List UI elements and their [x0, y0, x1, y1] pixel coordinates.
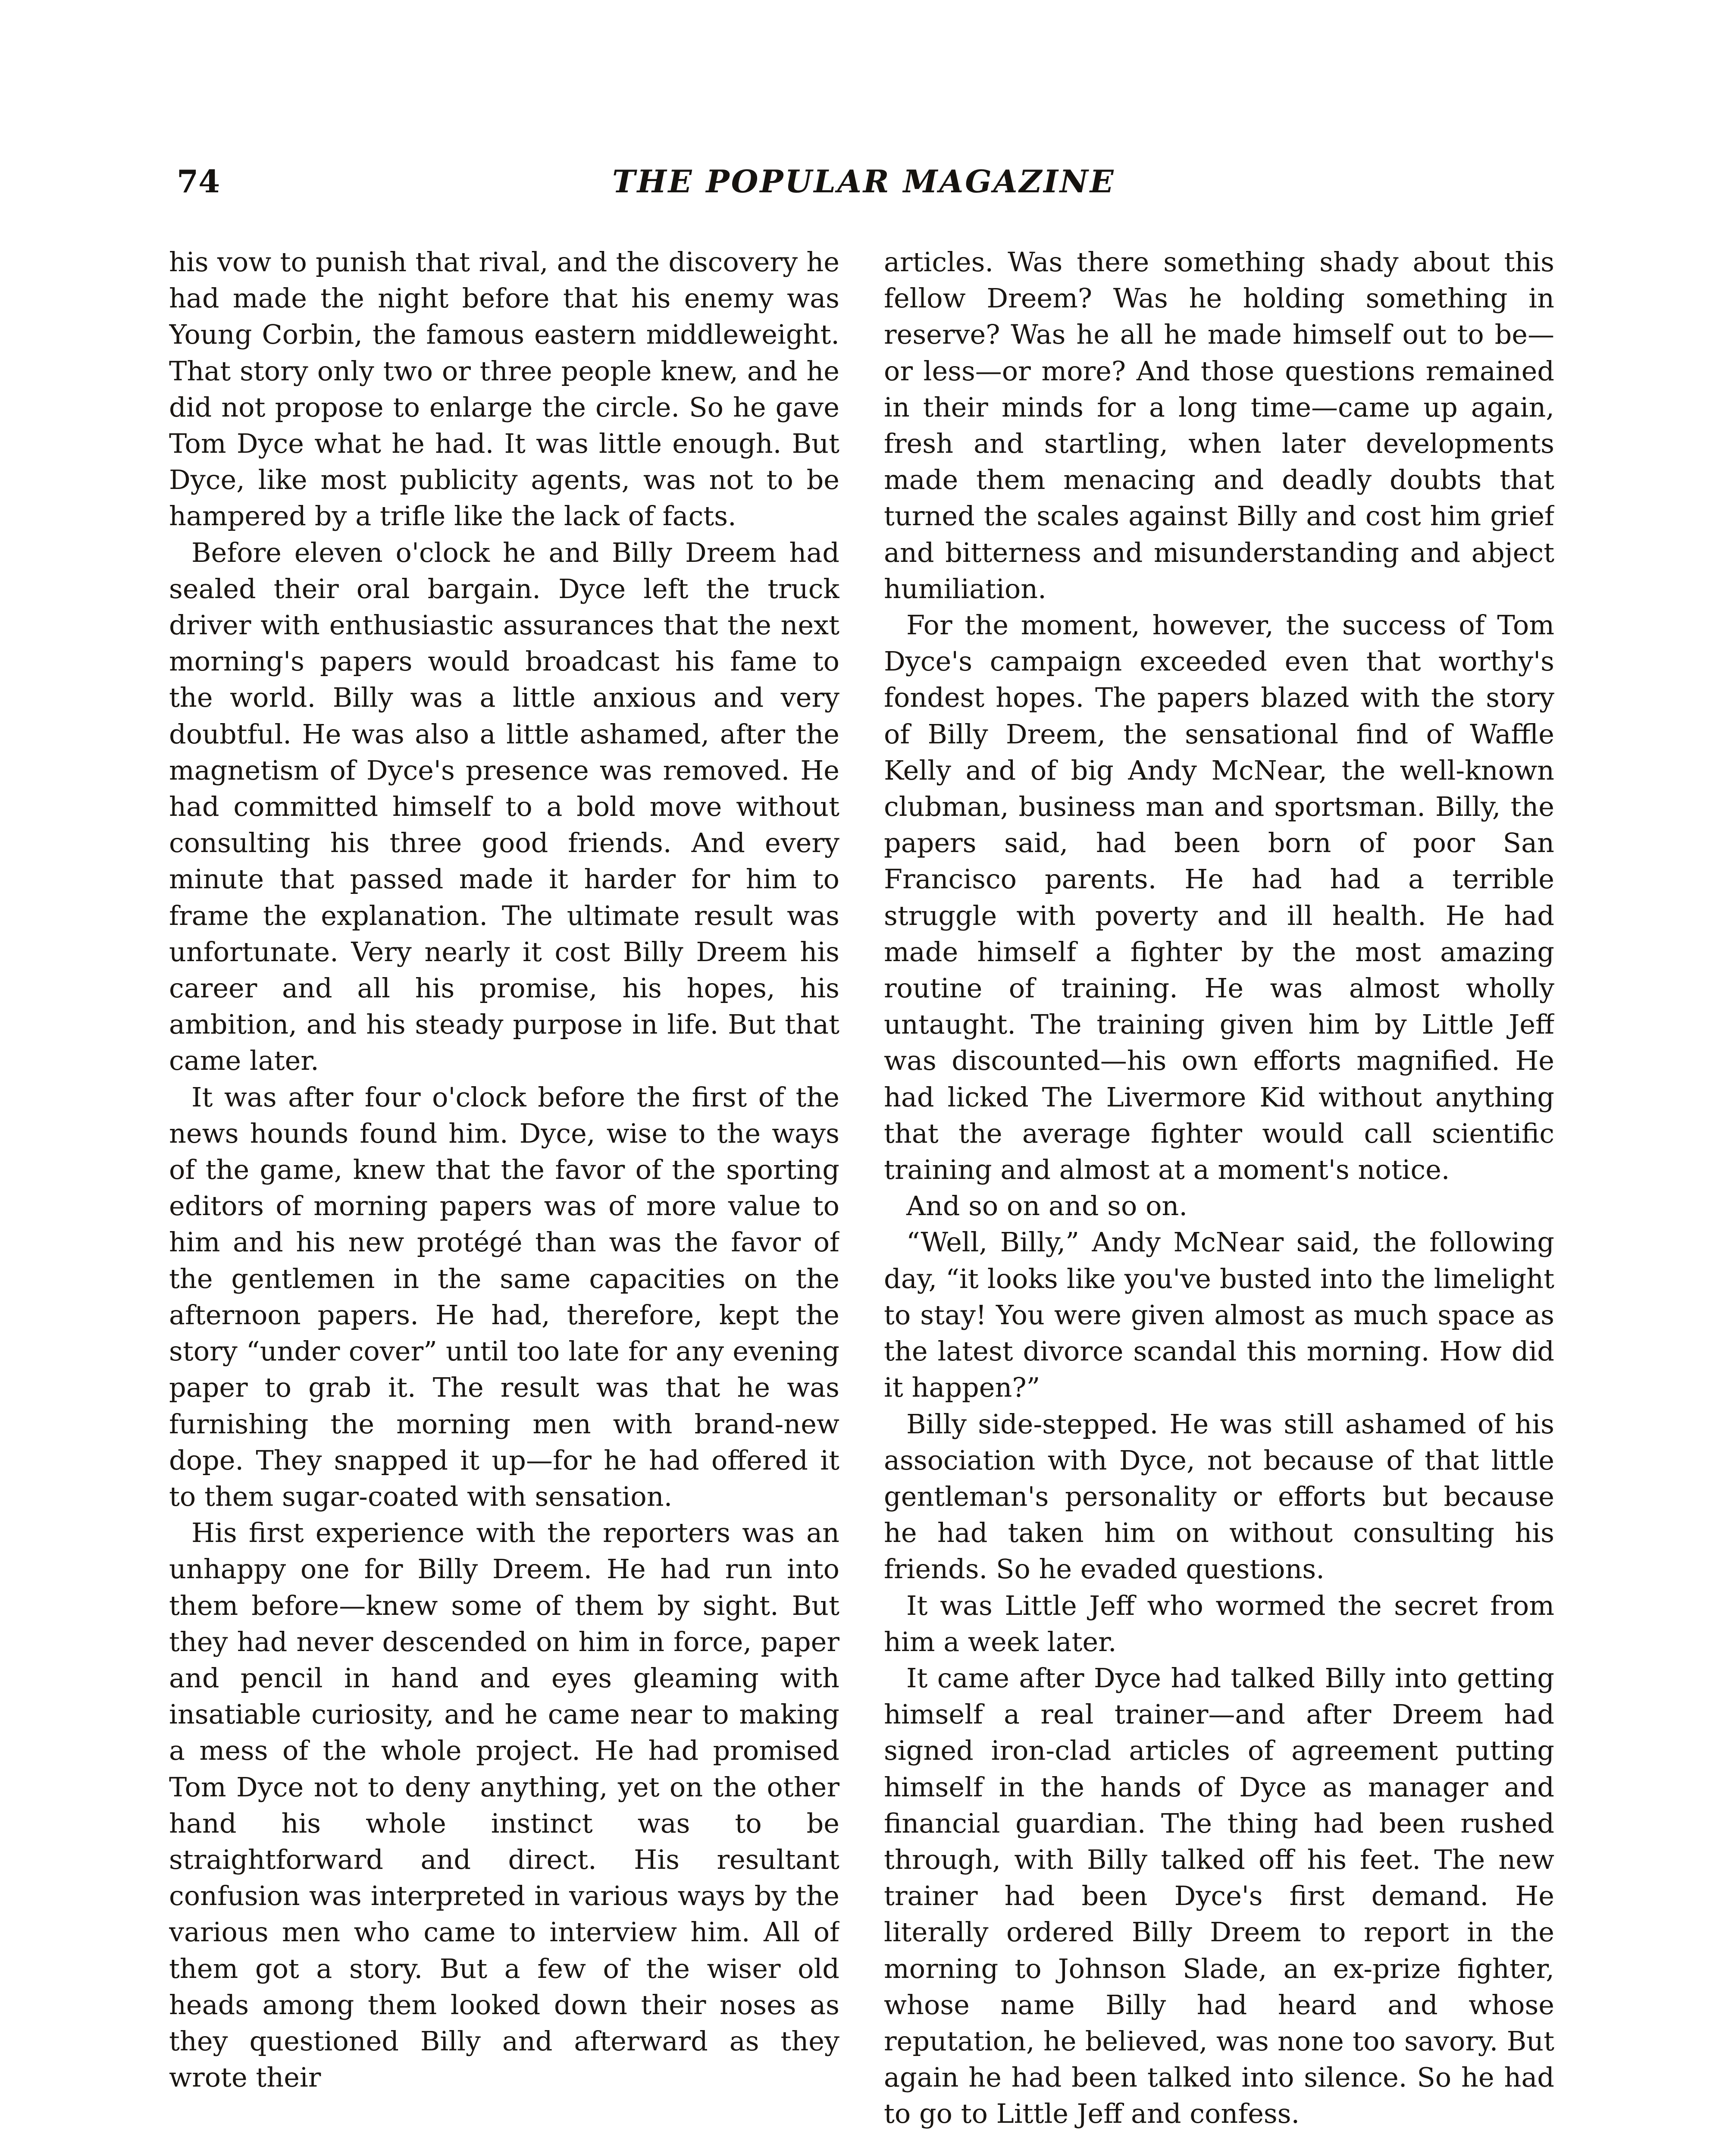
left-paragraph-2: Before eleven o'clock he and Billy Dreem had sealed their oral bargain. Dyce left the truck driver with enthusiastic assurances that the next morning's papers would broadcast his fame to the world. Billy was a little anxious and very doubtful. He was also a little ashamed, after the magnetism of Dyce's presence was removed. He had committed himself to a bold move without consulting his three good friends. And every minute that passed made it harder for him to frame the explanation. The ultimate result was unfortunate. Very nearly it cost Billy Dreem his career and all his promise, his hopes, his ambition, and his steady purpose in life. But that came later. [169, 536, 839, 1077]
left-column [169, 244, 839, 2156]
left-paragraph-4: His first experience with the reporters was an unhappy one for Billy Dreem. He had run into them before—knew some of them by sight. But they had never descended on him in force, paper and pencil in hand and eyes gleaming with insatiable curiosity, and he came near to making a mess of the whole project. He had promised Tom Dyce not to deny anything, yet on the other hand his whole instinct was to be straightforward and direct. His resultant confusion was interpreted in various ways by the various men who came to interview him. All of them got a story. But a few of the wiser old heads among them looked down their noses as they questioned Billy and afterward as they wrote their [169, 1517, 839, 2093]
left-paragraph-1: his vow to punish that rival, and the discovery he had made the night before that his enemy was Young Corbin, the famous eastern middleweight. That story only two or three people knew, and he did not propose to enlarge the circle. So he gave Tom Dyce what he had. It was little enough. But Dyce, like most publicity agents, was not to be hampered by a trifle like the lack of facts. [169, 246, 839, 532]
right-paragraph-7: It came after Dyce had talked Billy into getting himself a real trainer—and after Dreem had signed iron-clad articles of agreement putting himself in the hands of Dyce as manager and financial guardian. The thing had been rushed through, with Billy talked off his feet. The new trainer had been Dyce's first demand. He literally ordered Billy Dreem to report in the morning to Johnson Slade, an ex-prize fighter, whose name Billy had heard and whose reputation, he believed, was none too savory. But again he had been talked into silence. So he had to go to Little Jeff and confess. [884, 1662, 1554, 2130]
right-paragraph-1: articles. Was there something shady about this fellow Dreem? Was he holding something in reserve? Was he all he made himself out to be—or less—or more? And those questions remained in their minds for a long time—came up again, fresh and startling, when later developments made them menacing and deadly doubts that turned the scales against Billy and cost him grief and bitterness and misunderstanding and abject humiliation. [884, 246, 1554, 605]
left-paragraph-3: It was after four o'clock before the first of the news hounds found him. Dyce, wise to the ways of the game, knew that the favor of the sporting editors of morning papers was of more value to him and his new protégé than was the favor of the gentlemen in the same capacities on the afternoon papers. He had, therefore, kept the story “under cover” until too late for any evening paper to grab it. The result was that he was furnishing the morning men with brand-new dope. They snapped it up—for he had offered it to them sugar-coated with sensation. [169, 1081, 839, 1512]
right-paragraph-5: Billy side-stepped. He was still ashamed of his association with Dyce, not because of that little gentleman's personality or efforts but because he had taken him on without consulting his friends. So he evaded questions. [884, 1408, 1554, 1585]
right-column [884, 244, 1554, 2156]
page-number: 74 [177, 163, 220, 200]
right-paragraph-6: It was Little Jeff who wormed the secret from him a week later. [884, 1589, 1554, 1658]
right-paragraph-3: And so on and so on. [906, 1190, 1188, 1222]
right-paragraph-2: For the moment, however, the success of Tom Dyce's campaign exceeded even that worthy's fondest hopes. The papers blazed with the story of Billy Dreem, the sensational find of Waffle Kelly and of big Andy McNear, the well-known clubman, business man and sportsman. Billy, the papers said, had been born of poor San Francisco parents. He had had a terrible struggle with poverty and ill health. He had made himself a fighter by the most amazing routine of training. He was almost wholly untaught. The training given him by Little Jeff was discounted—his own efforts magnified. He had licked The Livermore Kid without anything that the average fighter would call scientific training and almost at a moment's notice. [884, 609, 1554, 1186]
running-head: THE POPULAR MAGAZINE [612, 163, 1115, 200]
right-paragraph-4: “Well, Billy,” Andy McNear said, the following day, “it looks like you've busted into the limelight to stay! You were given almost as much space as the latest divorce scandal this morning. How did it happen?” [884, 1226, 1554, 1404]
